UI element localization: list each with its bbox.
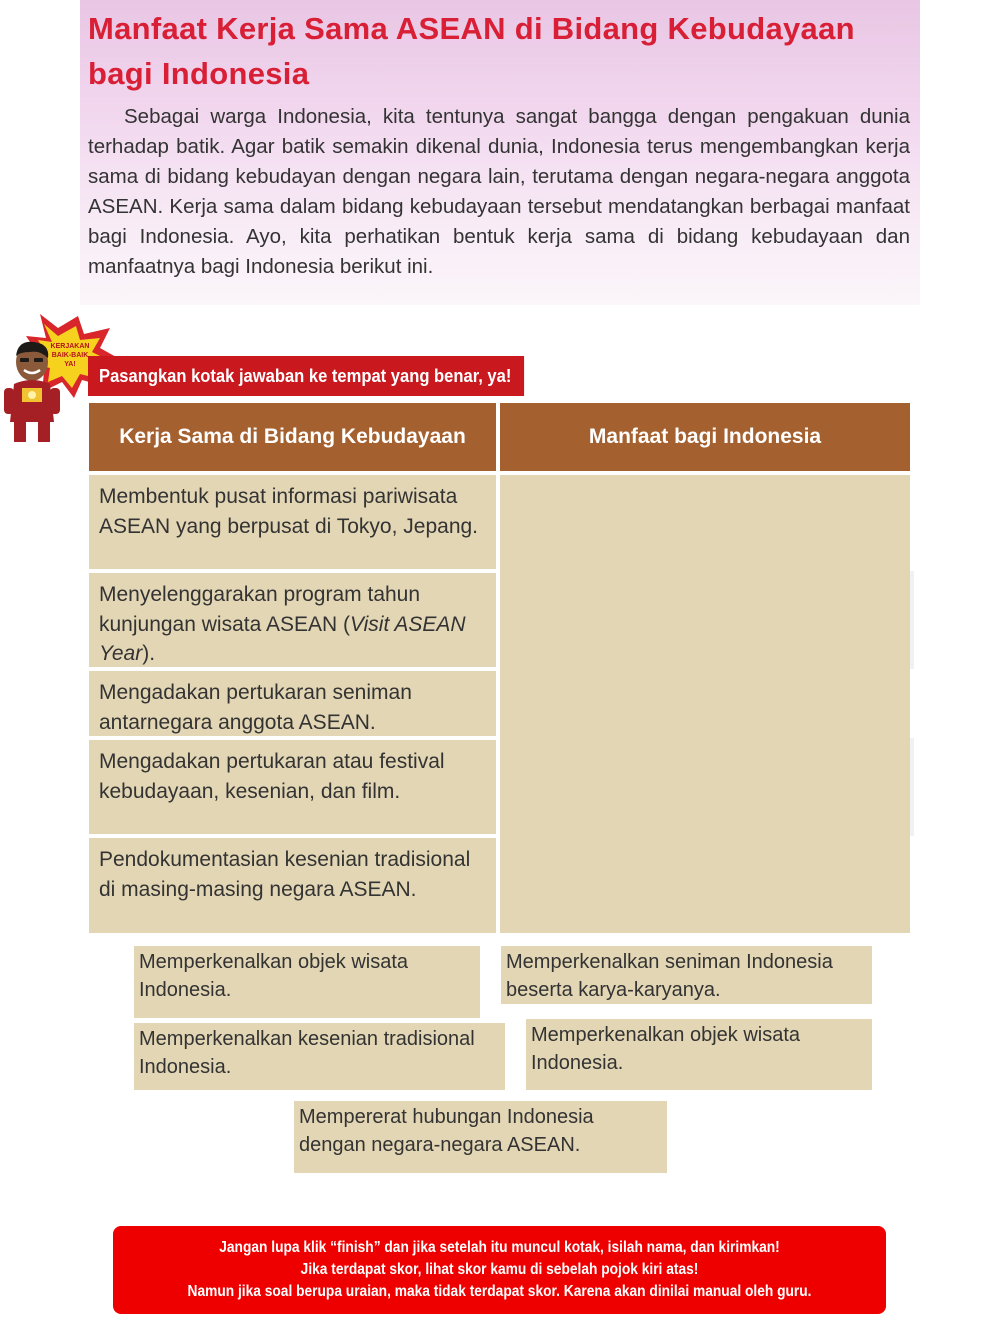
footer-line-1: Jangan lupa klik “finish” dan jika setelah itu muncul kotak, isilah nama, dan kirimkan! [219, 1239, 780, 1256]
answer-card-2[interactable]: Memperkenalkan seniman Indonesia beserta karya-karyanya. [501, 946, 872, 1004]
cooperation-row-3: Mengadakan pertukaran seniman antarnegara anggota ASEAN. [89, 671, 496, 736]
answer-card-4[interactable]: Memperkenalkan objek wisata Indonesia. [526, 1019, 872, 1090]
mascot-badge-line-2: BAIK-BAIK [51, 352, 89, 359]
cooperation-row-2: Menyelenggarakan program tahun kunjungan wisata ASEAN (Visit ASEAN Year). [89, 573, 496, 667]
footer-notice [113, 1226, 886, 1314]
column-header-cooperation: Kerja Sama di Bidang Kebudayaan [89, 403, 496, 471]
cooperation-row-2-suffix: ). [142, 642, 156, 665]
benefit-drop-zone[interactable] [500, 475, 910, 933]
cooperation-row-1: Membentuk pusat informasi pariwisata ASEAN yang berpusat di Tokyo, Jepang. [89, 475, 496, 569]
column-header-benefit: Manfaat bagi Indonesia [500, 403, 910, 471]
instruction-banner: Pasangkan kotak jawaban ke tempat yang benar, ya! [88, 356, 524, 396]
answer-card-5[interactable]: Mempererat hubungan Indonesia dengan negara-negara ASEAN. [294, 1101, 667, 1173]
mascot-badge-line-3: YA! [64, 361, 76, 368]
cooperation-row-2-italic: Visit ASEAN Year [99, 612, 466, 665]
answer-card-1[interactable]: Memperkenalkan objek wisata Indonesia. [134, 946, 480, 1018]
cooperation-row-2-text: Menyelenggarakan program tahun kunjungan wisata ASEAN [99, 583, 421, 636]
footer-line-3: Namun jika soal berupa uraian, maka tidak terdapat skor. Karena akan dinilai manual oleh guru. [187, 1283, 812, 1300]
answer-card-3[interactable]: Memperkenalkan kesenian tradisional Indonesia. [134, 1023, 505, 1090]
cooperation-row-4: Mengadakan pertukaran atau festival kebudayaan, kesenian, dan film. [89, 740, 496, 834]
page-title: Manfaat Kerja Sama ASEAN di Bidang Kebudayaan bagi Indonesia [88, 11, 855, 91]
intro-paragraph: Sebagai warga Indonesia, kita tentunya sangat bangga dengan pengakuan dunia terhadap batik. Agar batik semakin dikenal dunia, Indonesia terus mengembangkan kerja sama di bidang kebudayan dengan negara lain, terutama dengan negara-negara anggota ASEAN. Kerja sama dalam bidang kebudayaan tersebut mendatangkan berbagai manfaat bagi Indonesia. Ayo, kita perhatikan bentuk kerja sama di bidang kebudayaan dan manfaatnya bagi Indonesia berikut ini. [88, 105, 910, 278]
drop-zone-edge [910, 571, 914, 669]
footer-line-2: Jika terdapat skor, lihat skor kamu di sebelah pojok kiri atas! [300, 1261, 699, 1278]
drop-zone-edge [910, 738, 914, 836]
cooperation-row-5: Pendokumentasian kesenian tradisional di masing-masing negara ASEAN. [89, 838, 496, 933]
mascot-badge-line-1: KERJAKAN [50, 343, 90, 350]
matching-table [89, 403, 910, 933]
